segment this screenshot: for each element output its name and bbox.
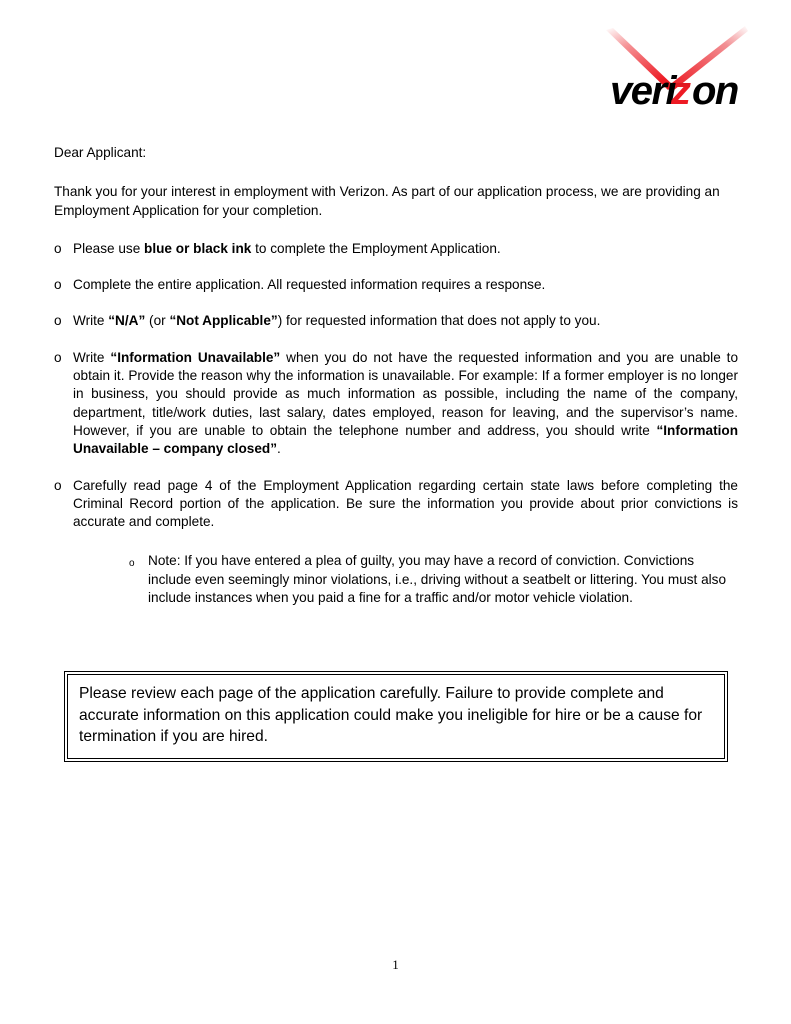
text-segment-bold: “Information Unavailable – company closed” bbox=[73, 422, 738, 457]
list-item-ink bbox=[54, 240, 738, 258]
instruction-list bbox=[54, 240, 738, 607]
svg-text:veri: veri bbox=[610, 69, 676, 110]
page-number: 1 bbox=[392, 957, 399, 972]
letter-body bbox=[54, 144, 738, 607]
bullet-marker: o bbox=[54, 277, 62, 293]
verizon-wordmark bbox=[610, 69, 738, 110]
sub-bullet-marker: o bbox=[129, 558, 135, 570]
svg-text:on: on bbox=[692, 69, 738, 110]
text-segment: to complete the Employment Application. bbox=[251, 240, 501, 256]
bullet-marker: o bbox=[54, 313, 62, 329]
list-item-info-unavailable bbox=[54, 349, 738, 459]
text-segment-bold: blue or black ink bbox=[144, 240, 252, 256]
sub-list-item-text: Note: If you have entered a plea of guilty, you may have a record of conviction. Convictions include even seemingly minor violations, i.e., driving without a seatbelt or littering. You must also include instances when you paid a fine for a traffic and/or motor vehicle violation. bbox=[148, 553, 727, 606]
salutation: Dear Applicant: bbox=[54, 145, 147, 160]
text-segment: Complete the entire application. All requested information requires a response. bbox=[73, 277, 546, 293]
text-segment-bold: “N/A” bbox=[108, 313, 146, 329]
callout-text: Please review each page of the application carefully. Failure to provide complete and accurate information on this application could make you ineligible for hire or be a cause for termination if you are hired. bbox=[79, 685, 703, 745]
callout-box-inner bbox=[67, 674, 725, 759]
list-item-write-na bbox=[54, 312, 738, 330]
list-item-complete-entire bbox=[54, 276, 738, 294]
text-segment: ) for requested information that does not apply to you. bbox=[277, 313, 601, 329]
page-footer bbox=[0, 957, 791, 973]
text-segment: Write bbox=[73, 349, 111, 365]
list-item-text bbox=[73, 276, 738, 294]
text-segment: (or bbox=[145, 313, 170, 329]
intro-paragraph: Thank you for your interest in employment with Verizon. As part of our application process, we are providing an Employment Application for your completion. bbox=[54, 184, 720, 218]
bullet-marker: o bbox=[54, 349, 62, 365]
bullet-marker: o bbox=[54, 477, 62, 493]
svg-text:z: z bbox=[671, 69, 690, 110]
text-segment-bold: “Not Applicable” bbox=[169, 313, 278, 329]
list-item-text bbox=[73, 349, 738, 459]
verizon-logo bbox=[596, 24, 748, 110]
sub-list-item-conviction-note bbox=[129, 552, 738, 607]
bullet-marker: o bbox=[54, 240, 62, 256]
text-segment-bold: “Information Unavailable” bbox=[110, 349, 281, 365]
list-item-text bbox=[73, 477, 738, 532]
list-item-text bbox=[73, 240, 738, 258]
text-segment: Write bbox=[73, 313, 109, 329]
list-item-text bbox=[73, 312, 738, 330]
list-item-criminal-record bbox=[54, 477, 738, 608]
note-sublist bbox=[73, 552, 738, 607]
text-segment: . bbox=[277, 441, 281, 457]
callout-box bbox=[64, 671, 728, 762]
text-segment: when you do not have the requested information and you are unable to obtain it. Provide the reason why the information is unavailable. For example: If a former employer is no longer in business, you should provide as much information as possible, including the name of the company, department, title/work duties, last salary, dates employed, reason for leaving, and the supervisor’s name. However, if you are unable to obtain the telephone number and address, you should write bbox=[73, 349, 739, 438]
text-segment: Carefully read page 4 of the Employment Application regarding certain state laws before completing the Criminal Record portion of the application. Be sure the information you provide about prior convictions is accurate and complete. bbox=[73, 477, 738, 530]
text-segment: Please use bbox=[73, 240, 145, 256]
